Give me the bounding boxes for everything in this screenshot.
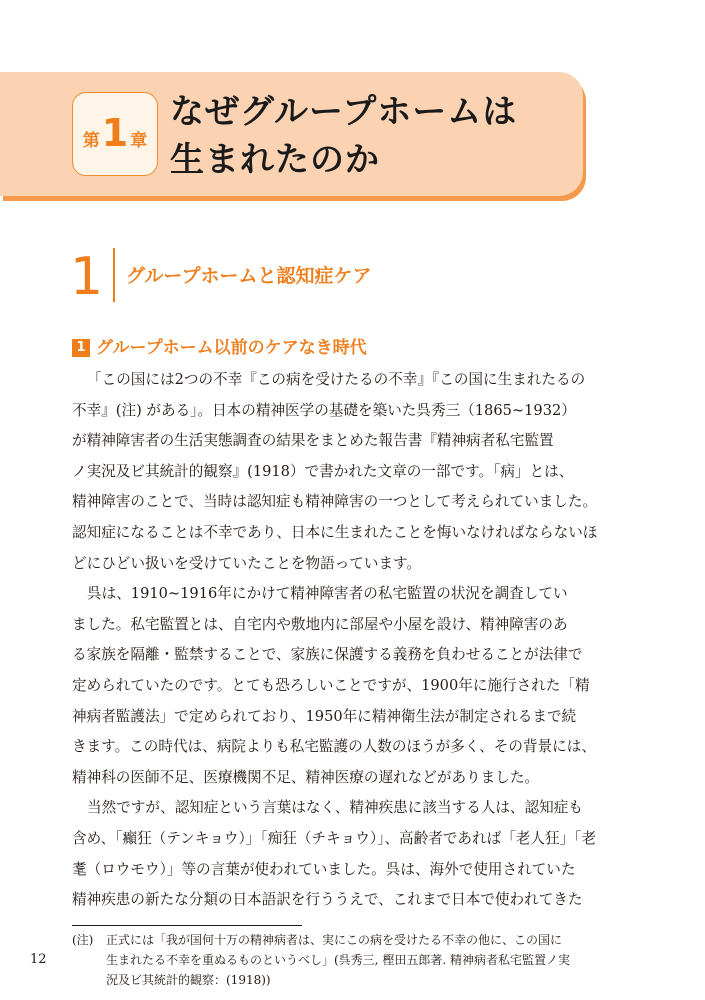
subsection-title: グループホーム以前のケアなき時代 bbox=[96, 338, 367, 358]
body-line: 当然ですが、認知症という言葉はなく、精神疾患に該当する人は、認知症も bbox=[87, 799, 583, 817]
body-line: る家族を隔離・監禁することで、家族に保護する義務を負わせることが法律で bbox=[72, 646, 583, 664]
section-number: 1 bbox=[70, 247, 104, 307]
body-line: 神病者監護法」で定められており、1950年に精神衛生法が制定されるまで続 bbox=[72, 707, 577, 725]
body-line: ノ実況及ビ其統計的観察』(1918）で書かれた文章の一部です。「病」とは、 bbox=[72, 462, 574, 480]
section-divider bbox=[113, 248, 115, 302]
footnote-rule bbox=[72, 925, 302, 926]
body-line: 精神障害のことで、当時は認知症も精神障害の一つとして考えられていました。 bbox=[72, 493, 598, 511]
chapter-badge-suffix: 章 bbox=[130, 131, 148, 151]
body-line: 精神疾患の新たな分類の日本語訳を行ううえで、これまで日本で使われてきた bbox=[72, 891, 583, 909]
footnote bbox=[72, 930, 612, 990]
chapter-title-line: 生まれたのか bbox=[170, 140, 380, 180]
body-line: ました。私宅監置とは、自宅内や敷地内に部屋や小屋を設け、精神障害のあ bbox=[72, 615, 568, 633]
chapter-badge-prefix: 第 bbox=[82, 131, 100, 151]
section-title: グループホームと認知症ケア bbox=[126, 265, 372, 287]
footnote-line: 正式には「我が国何十万の精神病者は、実にこの病を受けたる不幸の他に、この国に bbox=[106, 933, 563, 947]
body-line: 認知症になることは不幸であり、日本に生まれたことを悔いなければならないほ bbox=[72, 523, 598, 541]
body-line: 含め、「癲狂（テンキョウ）」「痴狂（チキョウ）」、高齢者であれば「老人狂」「老 bbox=[72, 829, 597, 847]
body-line: 不幸』(注) がある」。日本の精神医学の基礎を築いた呉秀三（1865~1932） bbox=[72, 401, 576, 419]
chapter-badge-number: 1 bbox=[101, 111, 129, 155]
chapter-badge bbox=[72, 92, 158, 176]
body-line: 「この国には2つの不幸『この病を受けたるの不幸』『この国に生まれたるの bbox=[87, 371, 586, 388]
body-line: 耄（ロウモウ）」等の言葉が使われていました。呉は、海外で使用されていた bbox=[72, 860, 576, 878]
body-text bbox=[72, 365, 612, 916]
footnote-line: 況及ビ其統計的観察：(1918)) bbox=[106, 973, 271, 987]
body-line: 精神科の医師不足、医療機関不足、精神医療の遅れなどがありました。 bbox=[72, 768, 540, 786]
body-line: きます。この時代は、病院よりも私宅監護の人数のほうが多く、その背景には、 bbox=[72, 738, 596, 756]
footnote-text bbox=[106, 930, 612, 990]
subsection-heading bbox=[72, 336, 367, 360]
body-line: が精神障害者の生活実態調査の結果をまとめた報告書『精神病者私宅監置 bbox=[72, 432, 554, 450]
body-line: どにひどい扱いを受けていたことを物語っています。 bbox=[72, 554, 422, 572]
chapter-title bbox=[170, 88, 570, 184]
subsection-number-badge: 1 bbox=[72, 339, 90, 357]
page-number: 12 bbox=[30, 952, 47, 967]
footnote-label: (注) bbox=[72, 933, 94, 947]
body-line: 定められていたのです。とても恐ろしいことですが、1900年に施行された「精 bbox=[72, 676, 590, 694]
footnote-line: 生まれたる不幸を重ぬるものというべし」(呉秀三, 樫田五郎著. 精神病者私宅監置ノ実 bbox=[106, 953, 570, 967]
chapter-title-line: なぜグループホームは bbox=[170, 92, 518, 132]
body-line: 呉は、1910~1916年にかけて精神障害者の私宅監置の状況を調査してい bbox=[87, 585, 568, 603]
